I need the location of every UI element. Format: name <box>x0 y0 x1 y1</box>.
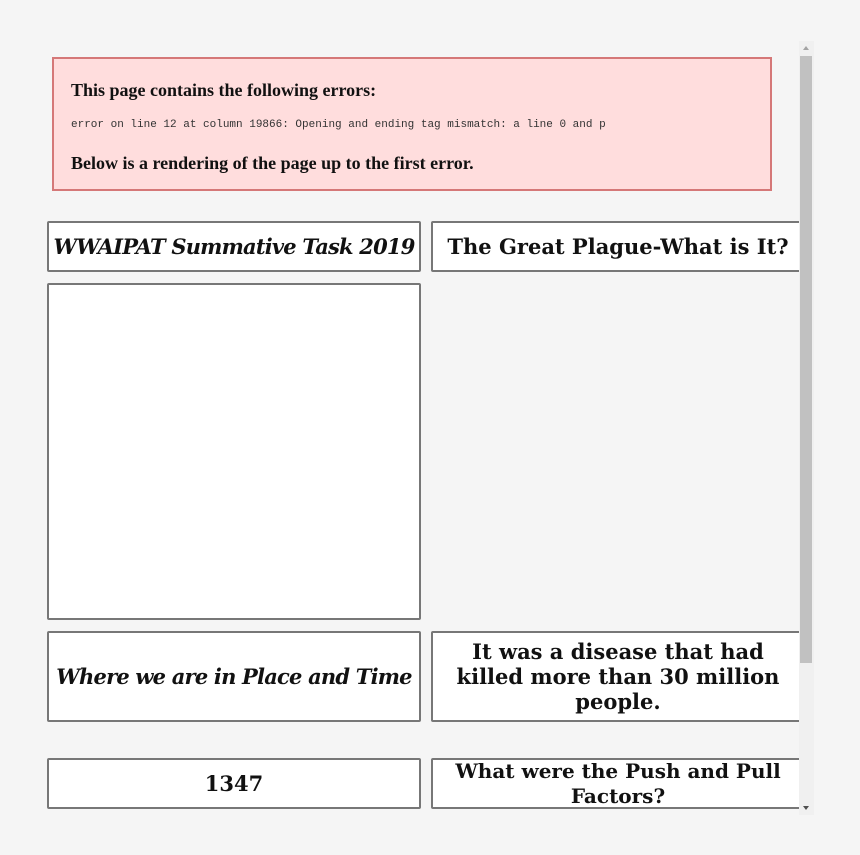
title-text: WWAIPAT Summative Task 2019 <box>53 234 415 259</box>
answer-card <box>431 631 805 722</box>
scroll-down-arrow-icon[interactable] <box>803 806 809 810</box>
parser-error-box <box>52 57 772 191</box>
question-text: The Great Plague-What is It? <box>447 234 789 259</box>
error-detail: error on line 12 at column 19866: Opening and ending tag mismatch: a line 0 and p <box>71 119 606 131</box>
answer-text: It was a disease that had killed more than 30 million people. <box>456 639 780 714</box>
error-footer: Below is a rendering of the page up to the first error. <box>71 153 474 173</box>
title-card <box>47 221 421 272</box>
scroll-up-arrow-icon[interactable] <box>803 46 809 50</box>
page-viewport <box>44 41 814 815</box>
scrollbar-thumb[interactable] <box>800 56 812 663</box>
year-text: 1347 <box>204 771 264 796</box>
theme-card <box>47 631 421 722</box>
year-card <box>47 758 421 809</box>
vertical-scrollbar[interactable] <box>799 41 814 815</box>
question-card-push-pull <box>431 758 805 809</box>
image-card <box>47 283 421 620</box>
question-text-push-pull: What were the Push and Pull Factors? <box>455 758 781 808</box>
question-card-great-plague <box>431 221 805 272</box>
error-heading: This page contains the following errors: <box>71 80 377 100</box>
theme-text: Where we are in Place and Time <box>56 664 412 689</box>
